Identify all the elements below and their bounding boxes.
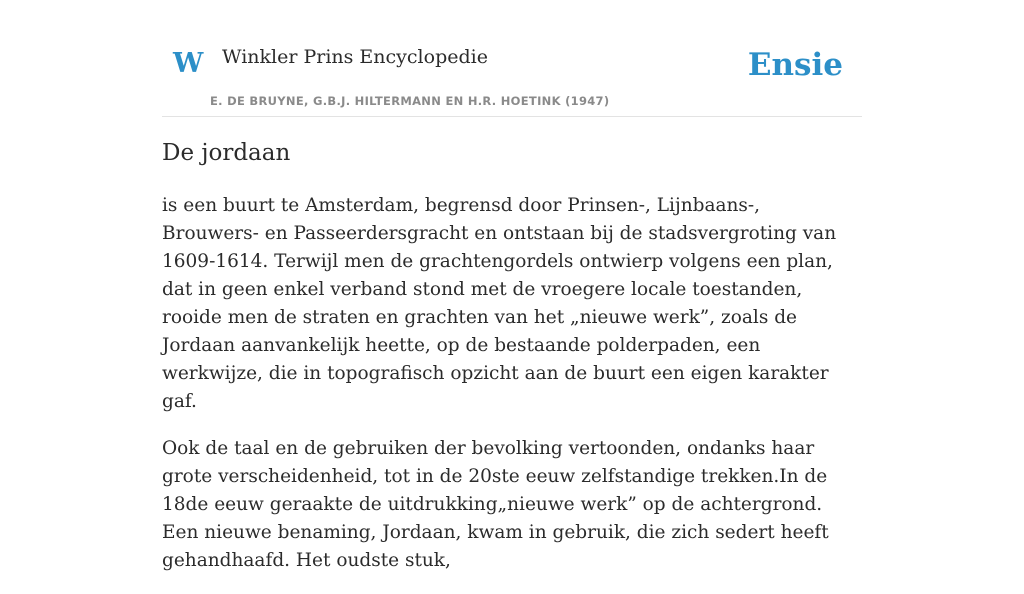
article-title: De jordaan: [162, 140, 291, 166]
article-body: [162, 192, 862, 594]
brand-logo[interactable]: Ensie: [747, 47, 843, 83]
source-authors: E. DE BRUYNE, G.B.J. HILTERMANN EN H.R. HOETINK (1947): [210, 94, 610, 108]
source-title-link[interactable]: Winkler Prins Encyclopedie: [222, 46, 488, 68]
article-paragraph: is een buurt te Amsterdam, begrensd door Prinsen-, Lijnbaans-, Brouwers- en Passeerdersgracht en ontstaan bij de stadsvergroting van 1609-1614. Terwijl men de grachtengordels ontwierp volgens een plan, dat in geen enkel verband stond met de vroegere locale toestanden, rooide men de straten en grachten van het „nieuwe werk”, zoals de Jordaan aanvankelijk heette, op de bestaande polderpaden, een werkwijze, die in topografisch opzicht aan de buurt een eigen karakter gaf.: [162, 195, 837, 412]
source-logo[interactable]: W: [173, 48, 204, 79]
source-header: [162, 0, 862, 117]
article-paragraph: Ook de taal en de gebruiken der bevolking vertoonden, ondanks haar grote verscheidenheid, tot in de 20ste eeuw zelfstandige trekken.In de 18de eeuw geraakte de uitdrukking„nieuwe werk” op de achtergrond. Een nieuwe benaming, Jordaan, kwam in gebruik, die zich sedert heeft gehandhaafd. Het oudste stuk,: [162, 438, 829, 571]
